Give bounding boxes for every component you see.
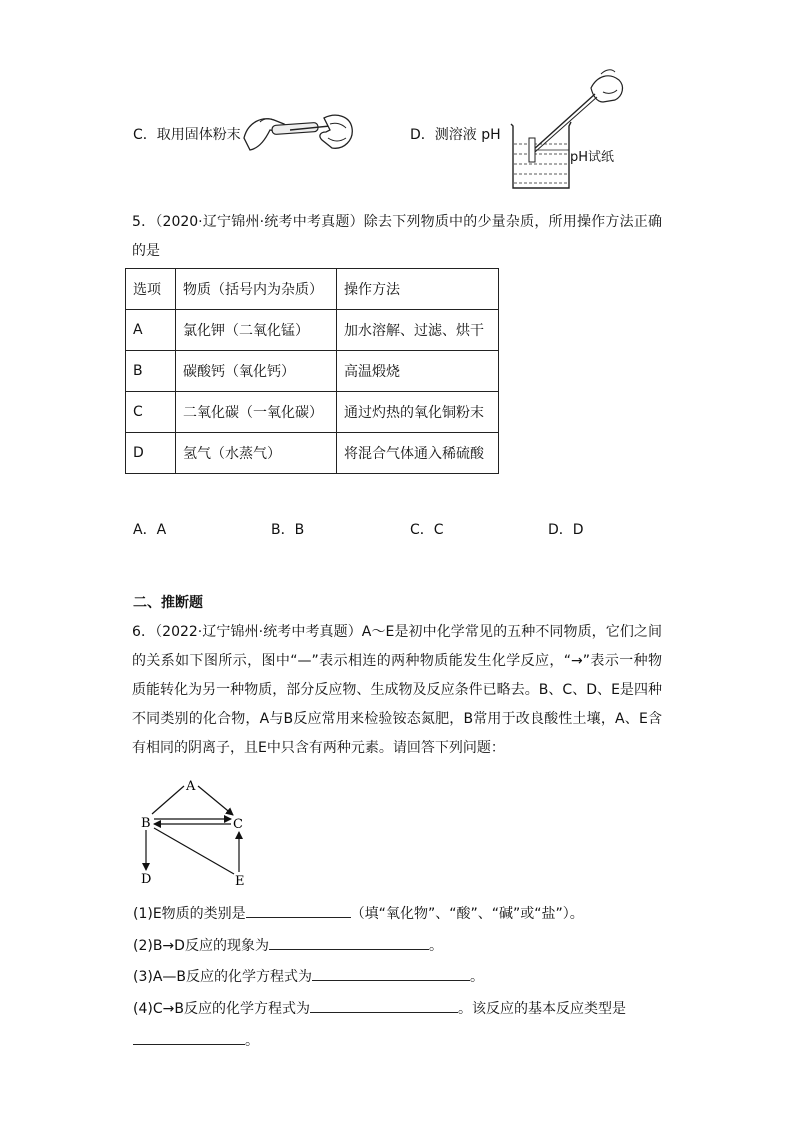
q6-sub4-text: (4)C→B反应的化学方程式为: [133, 1001, 310, 1017]
q6-sub3: [133, 966, 484, 986]
table-cell: 通过灼热的氧化铜粉末: [337, 392, 499, 433]
q5-stem: 5．（2020·辽宁锦州·统考中考真题）除去下列物质中的少量杂质，所用操作方法正确的是: [132, 214, 662, 259]
table-header-cell: 物质（括号内为杂质）: [176, 269, 337, 310]
answer-blank[interactable]: [310, 998, 458, 1013]
q6-sub1: [133, 903, 584, 923]
diagram-node-a: A: [186, 779, 196, 794]
table-header-row: [126, 269, 499, 310]
q6-sub4: [133, 998, 626, 1018]
section-title: 二、推断题: [133, 595, 203, 611]
table-cell: D: [126, 433, 176, 474]
table-cell: 碳酸钙（氧化钙）: [176, 351, 337, 392]
q6-sub3-text: (3)A—B反应的化学方程式为: [133, 969, 313, 985]
q5-choice-b[interactable]: B．B: [271, 522, 305, 538]
table-row: [126, 433, 499, 474]
diagram-node-b: B: [141, 816, 151, 831]
table-cell: C: [126, 392, 176, 433]
diagram-node-d: D: [141, 872, 152, 887]
q6-sub1-hint: （填“氧化物”、“酸”、“碱”或“盐”）。: [350, 906, 584, 922]
answer-blank[interactable]: [312, 966, 470, 981]
q6-sub2-end: 。: [428, 938, 443, 954]
option-c-label: C．取用固体粉末: [133, 127, 241, 143]
powder-illustration: [240, 108, 356, 156]
option-d-label: D．测溶液 pH: [410, 127, 501, 143]
q5-choice-d[interactable]: D．D: [548, 522, 584, 538]
table-cell: 将混合气体通入稀硫酸: [337, 433, 499, 474]
table-cell: 二氧化碳（一氧化碳）: [176, 392, 337, 433]
q6-sub1-text: (1)E物质的类别是: [133, 906, 246, 922]
table-row: [126, 392, 499, 433]
q5-choice-c[interactable]: C．C: [410, 522, 444, 538]
q6-sub4-end: 。: [245, 1033, 259, 1049]
answer-blank[interactable]: [246, 903, 351, 918]
q5-choice-a[interactable]: A．A: [133, 522, 167, 538]
diagram-node-c: C: [233, 817, 243, 832]
q5-table: [125, 268, 499, 474]
answer-blank[interactable]: [269, 935, 429, 950]
q6-sub4-line2: [133, 1030, 259, 1050]
answer-blank[interactable]: [133, 1030, 245, 1045]
table-row: [126, 310, 499, 351]
table-cell: 加水溶解、过滤、烘干: [337, 310, 499, 351]
q6-sub2: [133, 935, 443, 955]
table-cell: B: [126, 351, 176, 392]
table-cell: 高温煅烧: [337, 351, 499, 392]
table-row: [126, 351, 499, 392]
q6-sub3-end: 。: [470, 969, 485, 985]
diagram-node-e: E: [235, 874, 245, 888]
q6-sub2-text: (2)B→D反应的现象为: [133, 938, 269, 954]
q6-sub4-mid: 。该反应的基本反应类型是: [457, 1001, 626, 1017]
ph-beaker-illustration: [505, 66, 635, 192]
table-cell: 氯化钾（二氧化锰）: [176, 310, 337, 351]
ph-paper-label: pH试纸: [570, 150, 615, 165]
q6-stem: 6．（2022·辽宁锦州·统考中考真题）A～E是初中化学常见的五种不同物质，它们之间的关系如下图所示，图中“—”表示相连的两种物质能发生化学反应，“→”表示一种物质能转化为另一种物质，部分反应物、生成物及反应条件已略去。B、C、D、E是四种不同类别的化合物，A与B反应常用来检验铵态氮肥，B常用于改良酸性土壤，A、E含有相同的阴离子，且E中只含有两种元素。请回答下列问题：: [132, 624, 662, 756]
table-header-cell: 操作方法: [337, 269, 499, 310]
table-header-cell: 选项: [126, 269, 176, 310]
q6-relation-diagram: [134, 772, 254, 888]
table-cell: A: [126, 310, 176, 351]
table-cell: 氢气（水蒸气）: [176, 433, 337, 474]
